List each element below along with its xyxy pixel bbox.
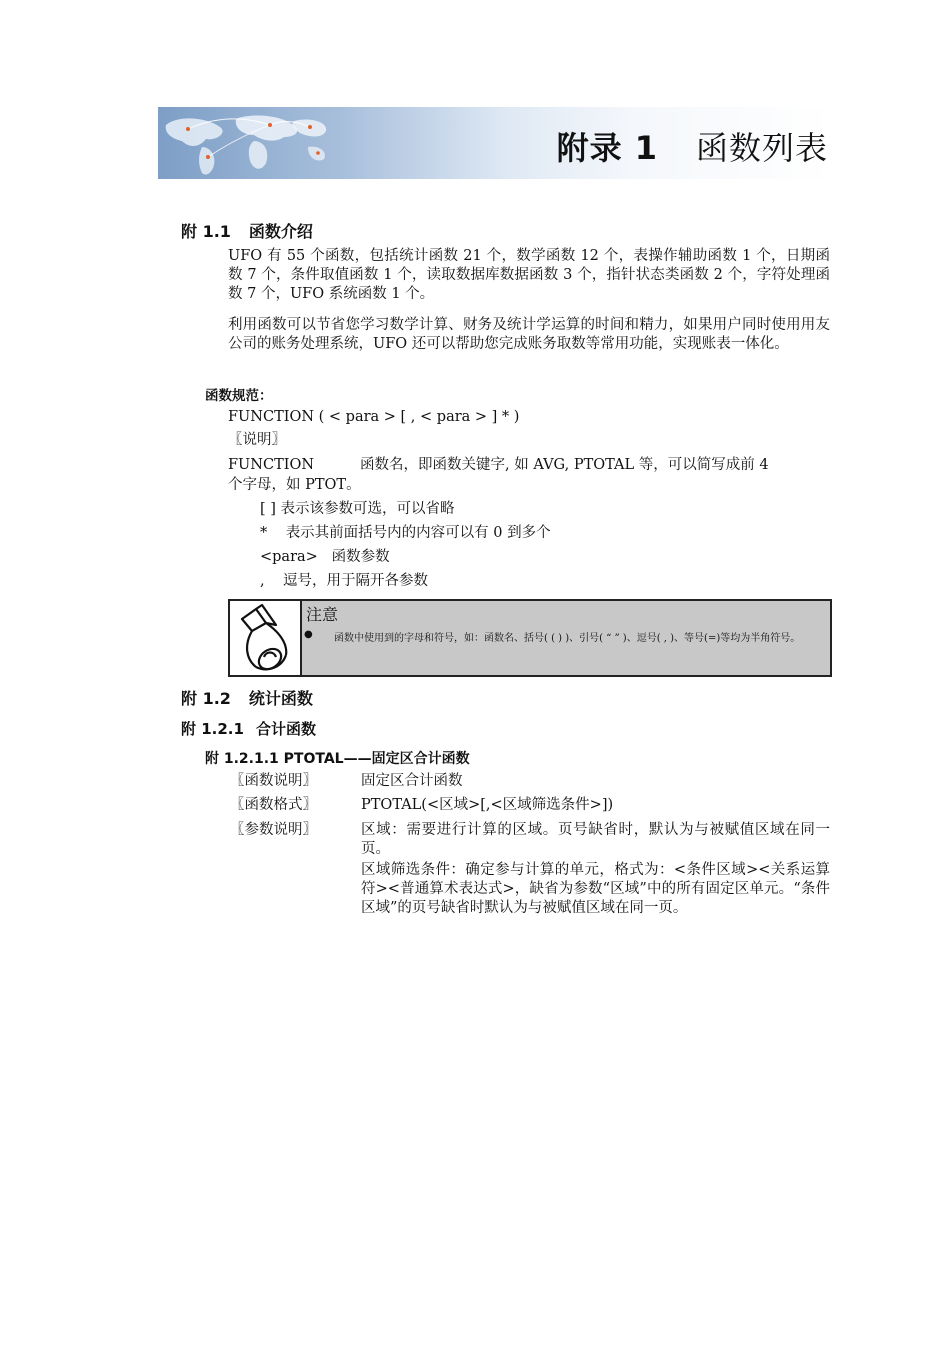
function-name-desc-cont: 个字母，如 PTOT。	[228, 477, 361, 493]
function-keyword: FUNCTION	[228, 457, 315, 473]
bullet-icon: ●	[304, 629, 313, 640]
intro-paragraph-1: UFO 有 55 个函数，包括统计函数 21 个，数学函数 12 个，表操作辅助函数 1 个，日期函数 7 个，条件取值函数 1 个，读取数据库数据函数 3 个，指针状态类函数 2 个，字符处理函数 7 个，UFO 系统函数 1 个。	[228, 248, 830, 302]
param-value-region: 区域：需要进行计算的区域。页号缺省时，默认为与被赋值区域在同一页。	[361, 822, 830, 857]
spec-heading: 函数规范：	[205, 388, 273, 404]
note-box	[228, 599, 832, 677]
item-symbol: ,	[260, 573, 265, 589]
section-1-2-heading	[181, 686, 313, 709]
note-icon-panel	[230, 601, 302, 675]
section-1-2-1-1-heading: 附 1.2.1.1 PTOTAL——固定区合计函数	[205, 751, 470, 767]
chapter-title	[557, 123, 828, 169]
item-symbol: <para>	[260, 549, 318, 565]
format-value: PTOTAL(<区域>[,<区域筛选条件>])	[361, 797, 614, 813]
section-title: 统计函数	[248, 689, 313, 708]
format-label: 〖函数格式〗	[230, 797, 317, 813]
list-item	[260, 500, 455, 519]
item-symbol: [ ]	[260, 501, 276, 517]
section-1-1-heading	[181, 219, 313, 242]
chapter-number: 附录 1	[556, 129, 658, 167]
section-1-2-1-heading	[181, 718, 316, 739]
megaphone-icon	[230, 601, 300, 675]
item-symbol: *	[260, 525, 268, 541]
note-title: 注意	[306, 605, 339, 624]
chapter-banner	[158, 107, 832, 179]
list-item	[260, 524, 551, 543]
syntax-line: FUNCTION ( < para > [ , < para > ] * )	[228, 409, 520, 425]
param-value-filter: 区域筛选条件：确定参与计算的单元，格式为：<条件区域><关系运算符><普通算术表达式>，缺省为参数“区域”中的所有固定区单元。“条件区域”的页号缺省时默认为与被赋值区域在同一页。	[361, 862, 830, 916]
explain-label: 〖说明〗	[228, 432, 286, 448]
list-item	[260, 572, 428, 591]
item-desc: 表示该参数可选，可以省略	[280, 501, 455, 517]
list-item	[260, 548, 390, 567]
intro-paragraph-2: 利用函数可以节省您学习数学计算、财务及统计学运算的时间和精力，如果用户同时使用用友公司的账务处理系统，UFO 还可以帮助您完成账务取数等常用功能，实现账表一体化。	[228, 317, 830, 352]
section-title: 函数介绍	[248, 222, 313, 241]
section-title: 合计函数	[255, 720, 316, 738]
section-number: 附 1.2.1	[181, 720, 244, 738]
note-text: 函数中使用到的字母和符号，如：函数名、括号( ( ) )、引号( “ ” )、逗号( , )、等号(=)等均为半角符号。	[334, 633, 801, 644]
item-desc: 表示其前面括号内的内容可以有 0 到多个	[285, 525, 551, 541]
item-desc: 函数参数	[331, 549, 390, 565]
chapter-title-text: 函数列表	[695, 129, 828, 167]
desc-label: 〖函数说明〗	[230, 773, 317, 789]
function-keyword-desc: 函数名，即函数关键字, 如 AVG, PTOTAL 等，可以简写成前 4	[360, 457, 769, 473]
section-number: 附 1.1	[181, 222, 231, 241]
item-desc: 逗号，用于隔开各参数	[283, 573, 429, 589]
function-name-desc	[228, 456, 769, 475]
param-label: 〖参数说明〗	[230, 822, 317, 838]
desc-value: 固定区合计函数	[361, 773, 463, 789]
section-number: 附 1.2	[181, 689, 231, 708]
